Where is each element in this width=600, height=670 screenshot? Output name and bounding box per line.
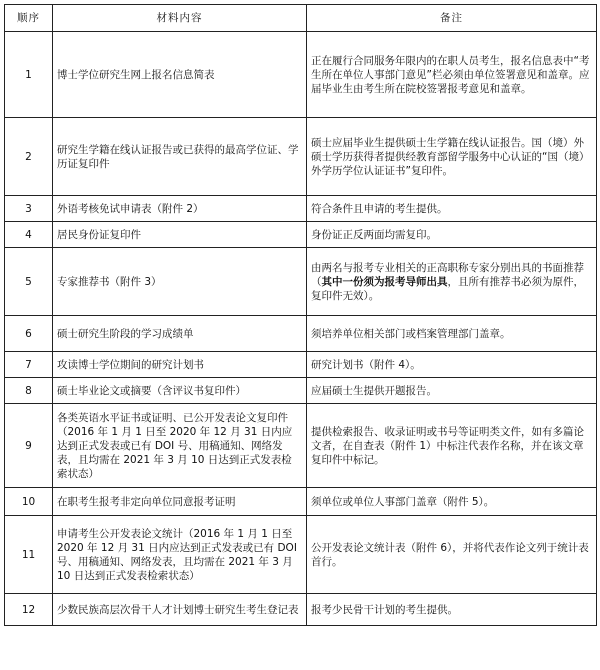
note-text: ，且所有推荐书必须为原件，复印件无效）。: [311, 275, 584, 302]
row-number: 9: [5, 404, 53, 488]
note-cell: 须单位或单位人事部门盖章（附件 5）。: [307, 488, 597, 516]
note-cell: 提供检索报告、收录证明或书号等证明类文件，如有多篇论文者，在自查表（附件 1）中标注代表作名称，并在该文章复印件中标记。: [307, 404, 597, 488]
header-material: 材料内容: [53, 5, 307, 32]
table-row: [5, 404, 597, 488]
material-cell: 外语考核免试申请表（附件 2）: [53, 196, 307, 222]
note-cell: 硕士应届毕业生提供硕士生学籍在线认证报告。国（境）外硕士学历获得者提供经教育部留学服务中心认证的“国（境）外学历学位认证证书”复印件。: [307, 118, 597, 196]
material-cell: 申请考生公开发表论文统计（2016 年 1 月 1 日至 2020 年 12 月 31 日内应达到正式发表或已有 DOI 号、用稿通知、网络发表，且均需在 2021 年 3 月 10 日达到正式发表检索状态）: [53, 516, 307, 594]
table-row: [5, 316, 597, 352]
row-number: 12: [5, 594, 53, 626]
header-order: 顺序: [5, 5, 53, 32]
table-row: [5, 222, 597, 248]
header-note: 备注: [307, 5, 597, 32]
row-number: 5: [5, 248, 53, 316]
row-number: 6: [5, 316, 53, 352]
note-cell: 正在履行合同服务年限内的在职人员考生，报名信息表中“考生所在单位人事部门意见”栏必须由单位签署意见和盖章。应届毕业生由考生所在院校签署报考意见和盖章。: [307, 32, 597, 118]
table-row: [5, 594, 597, 626]
note-cell: 公开发表论文统计表（附件 6），并将代表作论文列于统计表首行。: [307, 516, 597, 594]
material-cell: 研究生学籍在线认证报告或已获得的最高学位证、学历证复印件: [53, 118, 307, 196]
row-number: 11: [5, 516, 53, 594]
note-text: 由两名与报考专业相关的正高职称专家分别出具的书面推荐（: [311, 261, 584, 288]
note-cell: 报考少民骨干计划的考生提供。: [307, 594, 597, 626]
table-row: [5, 516, 597, 594]
row-number: 10: [5, 488, 53, 516]
material-cell: 少数民族高层次骨干人才计划博士研究生考生登记表: [53, 594, 307, 626]
note-emphasis: 其中一份须为报考导师出具: [321, 275, 448, 288]
row-number: 2: [5, 118, 53, 196]
row-number: 4: [5, 222, 53, 248]
table-row: [5, 378, 597, 404]
note-cell: [307, 248, 597, 316]
note-cell: 符合条件且申请的考生提供。: [307, 196, 597, 222]
table-row: [5, 488, 597, 516]
material-cell: 各类英语水平证书或证明、已公开发表论文复印件（2016 年 1 月 1 日至 2020 年 12 月 31 日内应达到正式发表或已有 DOI 号、用稿通知、网络发表，且均需在 2021 年 3 月 10 日达到正式发表检索状态）: [53, 404, 307, 488]
material-cell: 专家推荐书（附件 3）: [53, 248, 307, 316]
table-row: [5, 196, 597, 222]
materials-table: [4, 4, 597, 626]
table-row: [5, 352, 597, 378]
row-number: 8: [5, 378, 53, 404]
table-header-row: [5, 5, 597, 32]
material-cell: 博士学位研究生网上报名信息简表: [53, 32, 307, 118]
table-row: [5, 248, 597, 316]
material-cell: 攻读博士学位期间的研究计划书: [53, 352, 307, 378]
note-cell: 须培养单位相关部门或档案管理部门盖章。: [307, 316, 597, 352]
note-cell: 身份证正反两面均需复印。: [307, 222, 597, 248]
row-number: 7: [5, 352, 53, 378]
note-cell: 研究计划书（附件 4）。: [307, 352, 597, 378]
material-cell: 在职考生报考非定向单位同意报考证明: [53, 488, 307, 516]
material-cell: 硕士研究生阶段的学习成绩单: [53, 316, 307, 352]
row-number: 1: [5, 32, 53, 118]
material-cell: 居民身份证复印件: [53, 222, 307, 248]
table-row: [5, 118, 597, 196]
material-cell: 硕士毕业论文或摘要（含评议书复印件）: [53, 378, 307, 404]
table-row: [5, 32, 597, 118]
row-number: 3: [5, 196, 53, 222]
note-cell: 应届硕士生提供开题报告。: [307, 378, 597, 404]
